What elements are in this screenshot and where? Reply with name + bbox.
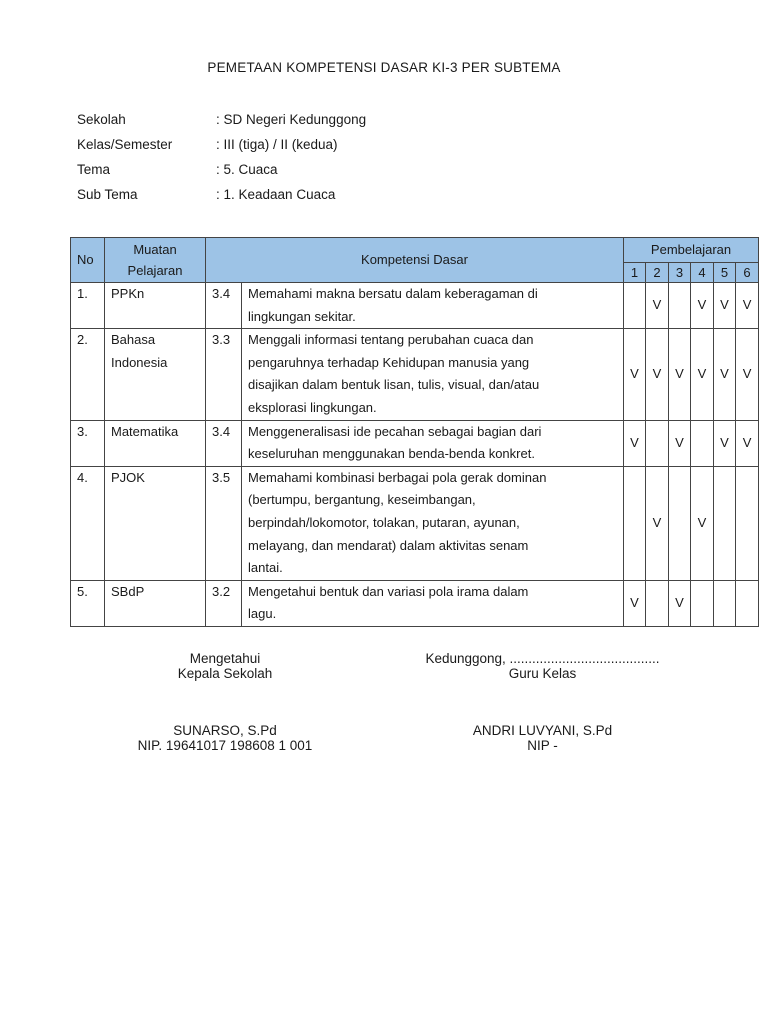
description-line: lagu.	[248, 606, 277, 622]
description-line: lingkungan sekitar.	[248, 308, 356, 324]
description-line: Menggeneralisasi ide pecahan sebagai bagian dari	[248, 423, 542, 439]
info-row-tema	[77, 160, 577, 185]
info-label: Sekolah	[77, 112, 126, 127]
signatory-name: SUNARSO, S.Pd	[173, 723, 277, 738]
description-line: lantai.	[248, 560, 283, 576]
row-muatan	[105, 329, 206, 420]
row-number: 3.	[71, 420, 105, 466]
row-muatan	[105, 580, 206, 626]
info-row-sekolah	[77, 110, 577, 135]
signature-right-heading	[400, 651, 685, 681]
header-session: 2	[646, 263, 669, 283]
description-line: keseluruhan menggunakan benda-benda konkret.	[248, 446, 535, 462]
check-cell: V	[714, 283, 736, 329]
check-cell: V	[736, 283, 759, 329]
info-row-kelas	[77, 135, 577, 160]
signatory-name: ANDRI LUVYANI, S.Pd	[472, 723, 613, 738]
signatory-nip: NIP -	[527, 738, 558, 753]
description-line: Mengetahui bentuk dan variasi pola irama dalam	[248, 583, 529, 599]
header-kompetensi: Kompetensi Dasar	[206, 238, 624, 283]
description-line: melayang, dan mendarat) dalam aktivitas senam	[248, 537, 529, 553]
description-line: (bertumpu, bergantung, keseimbangan,	[248, 492, 476, 508]
row-code: 3.3	[206, 329, 242, 420]
kompetensi-table	[70, 237, 759, 627]
signatory-nip: NIP. 19641017 198608 1 001	[137, 738, 313, 753]
table-row	[71, 283, 759, 329]
check-cell	[714, 466, 736, 580]
header-session: 3	[669, 263, 691, 283]
check-cell	[736, 466, 759, 580]
row-muatan	[105, 283, 206, 329]
muatan-line: Matematika	[111, 423, 179, 439]
row-muatan	[105, 420, 206, 466]
header-no: No	[71, 238, 105, 283]
header-muatan-line: Pelajaran	[127, 263, 183, 278]
check-cell: V	[669, 580, 691, 626]
table-row	[71, 329, 759, 420]
check-cell	[691, 420, 714, 466]
check-cell: V	[646, 283, 669, 329]
header-muatan	[105, 238, 206, 283]
muatan-line: SBdP	[111, 583, 145, 599]
description-line: disajikan dalam bentuk lisan, tulis, visual, dan/atau	[248, 377, 540, 393]
row-code: 3.4	[206, 420, 242, 466]
muatan-line: PPKn	[111, 286, 145, 301]
signature-place-date: Kedunggong, ........................................	[425, 651, 660, 666]
header-session: 5	[714, 263, 736, 283]
check-cell: V	[646, 329, 669, 420]
check-cell	[646, 580, 669, 626]
info-label: Sub Tema	[77, 187, 138, 202]
row-number: 2.	[71, 329, 105, 420]
check-cell	[736, 580, 759, 626]
row-number: 4.	[71, 466, 105, 580]
header-session: 1	[624, 263, 646, 283]
row-code: 3.5	[206, 466, 242, 580]
check-cell: V	[646, 466, 669, 580]
check-cell	[691, 580, 714, 626]
signature-role: Guru Kelas	[508, 666, 577, 681]
header-session: 4	[691, 263, 714, 283]
description-line: pengaruhnya terhadap Kehidupan manusia yang	[248, 354, 530, 370]
header-session: 6	[736, 263, 759, 283]
check-cell	[624, 466, 646, 580]
check-cell	[646, 420, 669, 466]
check-cell: V	[624, 580, 646, 626]
check-cell: V	[669, 420, 691, 466]
school-info	[77, 110, 577, 210]
row-code: 3.4	[206, 283, 242, 329]
row-muatan	[105, 466, 206, 580]
signature-right-name-block	[400, 723, 685, 753]
muatan-line: PJOK	[111, 469, 145, 485]
row-description	[242, 580, 624, 626]
row-description	[242, 420, 624, 466]
table-row	[71, 466, 759, 580]
description-line: Memahami kombinasi berbagai pola gerak dominan	[248, 469, 547, 485]
check-cell: V	[691, 329, 714, 420]
info-value: : SD Negeri Kedunggong	[216, 112, 367, 127]
info-value: : 1. Keadaan Cuaca	[216, 187, 336, 202]
check-cell: V	[714, 329, 736, 420]
check-cell	[624, 283, 646, 329]
signature-left-name-block	[110, 723, 340, 753]
info-label: Tema	[77, 162, 111, 177]
description-line: eksplorasi lingkungan.	[248, 399, 377, 415]
check-cell: V	[736, 329, 759, 420]
check-cell: V	[669, 329, 691, 420]
check-cell	[669, 283, 691, 329]
table-row	[71, 420, 759, 466]
check-cell	[669, 466, 691, 580]
info-value: : III (tiga) / II (kedua)	[216, 137, 338, 152]
row-description	[242, 283, 624, 329]
row-number: 5.	[71, 580, 105, 626]
check-cell: V	[714, 420, 736, 466]
check-cell: V	[736, 420, 759, 466]
row-description	[242, 466, 624, 580]
table-row	[71, 580, 759, 626]
row-code: 3.2	[206, 580, 242, 626]
signature-role: Kepala Sekolah	[177, 666, 273, 681]
row-number: 1.	[71, 283, 105, 329]
check-cell: V	[691, 283, 714, 329]
check-cell: V	[691, 466, 714, 580]
info-label: Kelas/Semester	[77, 137, 173, 152]
info-value: : 5. Cuaca	[216, 162, 278, 177]
header-muatan-line: Muatan	[133, 242, 177, 257]
description-line: Memahami makna bersatu dalam keberagaman di	[248, 286, 538, 301]
muatan-line: Bahasa	[111, 332, 156, 348]
muatan-line: Indonesia	[111, 354, 168, 370]
check-cell: V	[624, 329, 646, 420]
header-pembelajaran: Pembelajaran	[624, 238, 759, 263]
description-line: Menggali informasi tentang perubahan cuaca dan	[248, 332, 534, 348]
info-row-subtema	[77, 185, 577, 210]
page-title: PEMETAAN KOMPETENSI DASAR KI-3 PER SUBTEMA	[207, 60, 561, 75]
row-description	[242, 329, 624, 420]
signature-left-heading	[110, 651, 340, 681]
description-line: berpindah/lokomotor, tolakan, putaran, ayunan,	[248, 514, 520, 530]
check-cell	[714, 580, 736, 626]
check-cell: V	[624, 420, 646, 466]
signature-line: Mengetahui	[189, 651, 261, 666]
